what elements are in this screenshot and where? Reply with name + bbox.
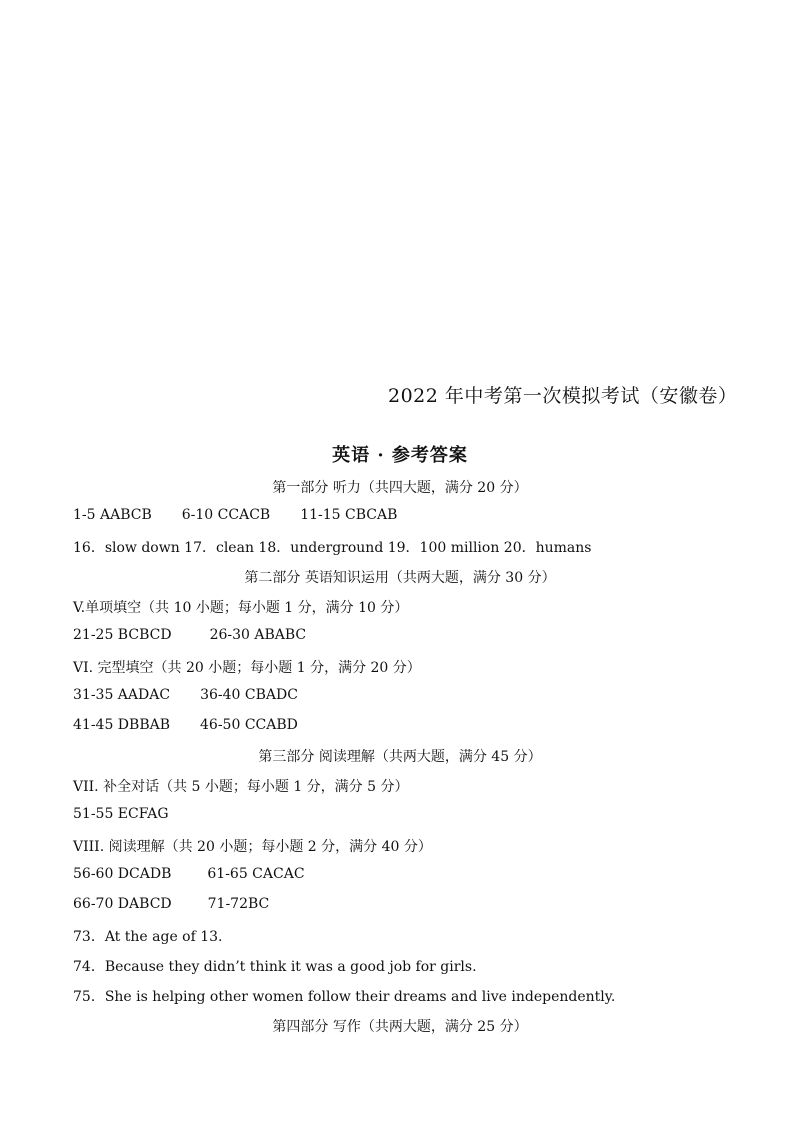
part2-heading: 第二部分 英语知识运用（共两大题，满分 30 分）: [244, 570, 556, 586]
section-vii-answers: 51-55 ECFAG: [73, 806, 169, 822]
section-viii-answers-row1: [73, 866, 305, 882]
exam-title: 2022 年中考第一次模拟考试（安徽卷）: [388, 385, 738, 407]
section-vi-answers-row2: [73, 717, 298, 733]
subject-title: 英语 · 参考答案: [332, 445, 468, 466]
answer-group-61-65: 61-65 CACAC: [207, 866, 305, 882]
answer-group-71-72: 71-72BC: [207, 896, 270, 912]
section-viii-title: VIII. 阅读理解（共 20 小题；每小题 2 分，满分 40 分）: [73, 839, 432, 855]
answer-75: 75．She is helping other women follow their dreams and live independently.: [73, 989, 616, 1005]
part1-heading: 第一部分 听力（共四大题，满分 20 分）: [272, 480, 528, 496]
answer-group-11-15: 11-15 CBCAB: [300, 507, 398, 523]
part1-fill-answers: 16．slow down 17．clean 18．underground 19．100 million 20．humans: [73, 540, 592, 556]
part4-heading: 第四部分 写作（共两大题，满分 25 分）: [272, 1019, 528, 1035]
section-vii-title: VII. 补全对话（共 5 小题；每小题 1 分，满分 5 分）: [73, 779, 409, 795]
answer-73: 73．At the age of 13.: [73, 929, 223, 945]
answer-group-31-35: 31-35 AADAC: [73, 687, 171, 703]
answer-group-36-40: 36-40 CBADC: [200, 687, 298, 703]
answer-74: 74．Because they didn’t think it was a good job for girls.: [73, 959, 477, 975]
section-vi-answers-row1: [73, 687, 298, 703]
answer-group-21-25: 21-25 BCBCD: [73, 627, 172, 643]
answer-group-41-45: 41-45 DBBAB: [73, 717, 171, 733]
section-vi-title: VI. 完型填空（共 20 小题；每小题 1 分，满分 20 分）: [73, 660, 421, 676]
answer-group-66-70: 66-70 DABCD: [73, 896, 172, 912]
answer-group-6-10: 6-10 CCACB: [181, 507, 271, 523]
section-viii-answers-row2: [73, 896, 269, 912]
answer-group-1-5: 1-5 AABCB: [73, 507, 152, 523]
section-v-answers: [73, 627, 306, 643]
part3-heading: 第三部分 阅读理解（共两大题，满分 45 分）: [258, 749, 542, 765]
answer-group-46-50: 46-50 CCABD: [200, 717, 298, 733]
section-v-title: V.单项填空（共 10 小题；每小题 1 分，满分 10 分）: [73, 600, 409, 616]
part1-answers-row: [73, 507, 397, 523]
answer-group-26-30: 26-30 ABABC: [209, 627, 307, 643]
answer-group-56-60: 56-60 DCADB: [73, 866, 172, 882]
